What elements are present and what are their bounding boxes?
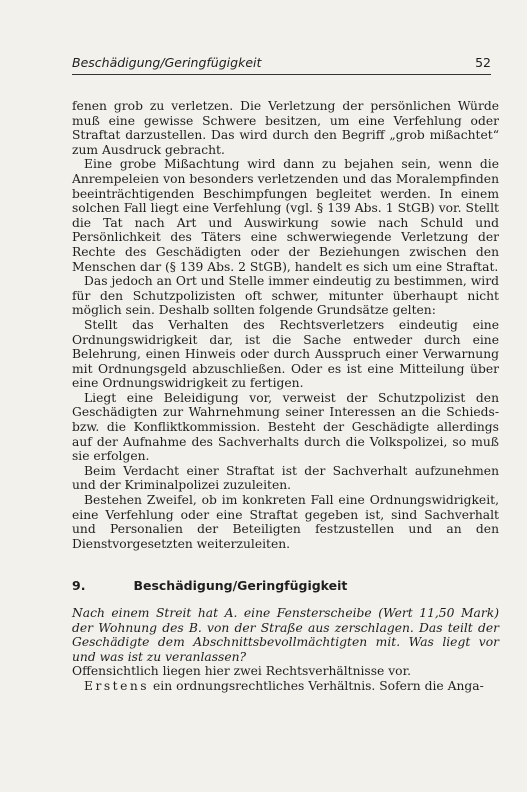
paragraph: Bestehen Zweifel, ob im konkreten Fall eine Ordnungswidrigkeit, eine Verfehlung oder eine Straftat gegeben ist, sind Sachverhalt und Personalien der Beteiligten festzustellen und an den Dienstvorgesetzten weiterzuleiten. bbox=[72, 493, 499, 551]
section-title: Beschädigung/Geringfügigkeit bbox=[133, 578, 348, 594]
case-description: Nach einem Streit hat A. eine Fensterscheibe (Wert 11,50 Mark) der Wohnung des B. von der Straße aus zerschlagen. Das teilt der Geschädigte dem Abschnittsbevollmächtigten mit. Was liegt vor und was ist zu veranlassen? bbox=[72, 606, 499, 664]
paragraph: fenen grob zu verletzen. Die Verletzung der persönlichen Würde muß eine gewisse Schwere besitzen, um eine Verfehlung oder Straftat darzustellen. Das wird durch den Begriff „grob mißachtet“ zum Ausdruck gebracht. bbox=[72, 99, 499, 157]
paragraph-text: ein ordnungsrechtliches Verhältnis. Sofern die Anga- bbox=[149, 678, 484, 693]
paragraph: Das jedoch an Ort und Stelle immer eindeutig zu bestimmen, wird für den Schutzpolizisten oft schwer, mitunter überhaupt nicht möglich sein. Deshalb sollten folgende Grundsätze gelten: bbox=[72, 274, 499, 318]
paragraph: Stellt das Verhalten des Rechtsverletzers eindeutig eine Ordnungswidrigkeit dar, ist die Sache entweder durch eine Belehrung, einen Hinweis oder durch Ausspruch einer Verwarnung mit Ordnungsgeld abzuschließen. Oder es ist eine Mitteilung über eine Ordnungswidrigkeit zu fertigen. bbox=[72, 317, 499, 391]
paragraph: Eine grobe Mißachtung wird dann zu bejahen sein, wenn die Anrempeleien von besonders verletzenden und das Moralempfinden beeinträchtigenden Beschimpfungen begleitet werden. In einem solchen Fall liegt eine Verfehlung (vgl. § 139 Abs. 1 StGB) vor. Stellt die Tat nach Art und Auswirkung sowie nach Schuld und Persönlichkeit des Täters eine schwerwiegende Verletzung der Rechte des Geschädigten oder der Beziehungen zwischen den Menschen dar (§ 139 Abs. 2 StGB), handelt es sich um eine Straftat. bbox=[72, 157, 499, 274]
answer-paragraph: Offensichtlich liegen hier zwei Rechtsverhältnisse vor. bbox=[72, 664, 412, 679]
running-header bbox=[72, 55, 491, 70]
section-number: 9. bbox=[72, 578, 86, 594]
header-rule bbox=[72, 74, 491, 75]
answer-paragraph-continued bbox=[72, 679, 499, 694]
page-number: 52 bbox=[475, 55, 491, 70]
section-heading bbox=[72, 579, 499, 594]
body-text bbox=[72, 99, 499, 694]
paragraph: Beim Verdacht einer Straftat ist der Sachverhalt aufzunehmen und der Kriminalpolizei zuzuleiten. bbox=[72, 463, 499, 493]
paragraph: Liegt eine Beleidigung vor, verweist der Schutzpolizist den Geschädigten zur Wahrnehmung seiner Interessen an die Schieds- bzw. die Konfliktkommission. Besteht der Geschädigte allerdings auf der Aufnahme des Sachverhalts durch die Volkspolizei, so muß sie erfolgen. bbox=[72, 390, 499, 464]
running-title: Beschädigung/Geringfügigkeit bbox=[72, 55, 262, 70]
emphasized-word: Erstens bbox=[84, 678, 150, 693]
